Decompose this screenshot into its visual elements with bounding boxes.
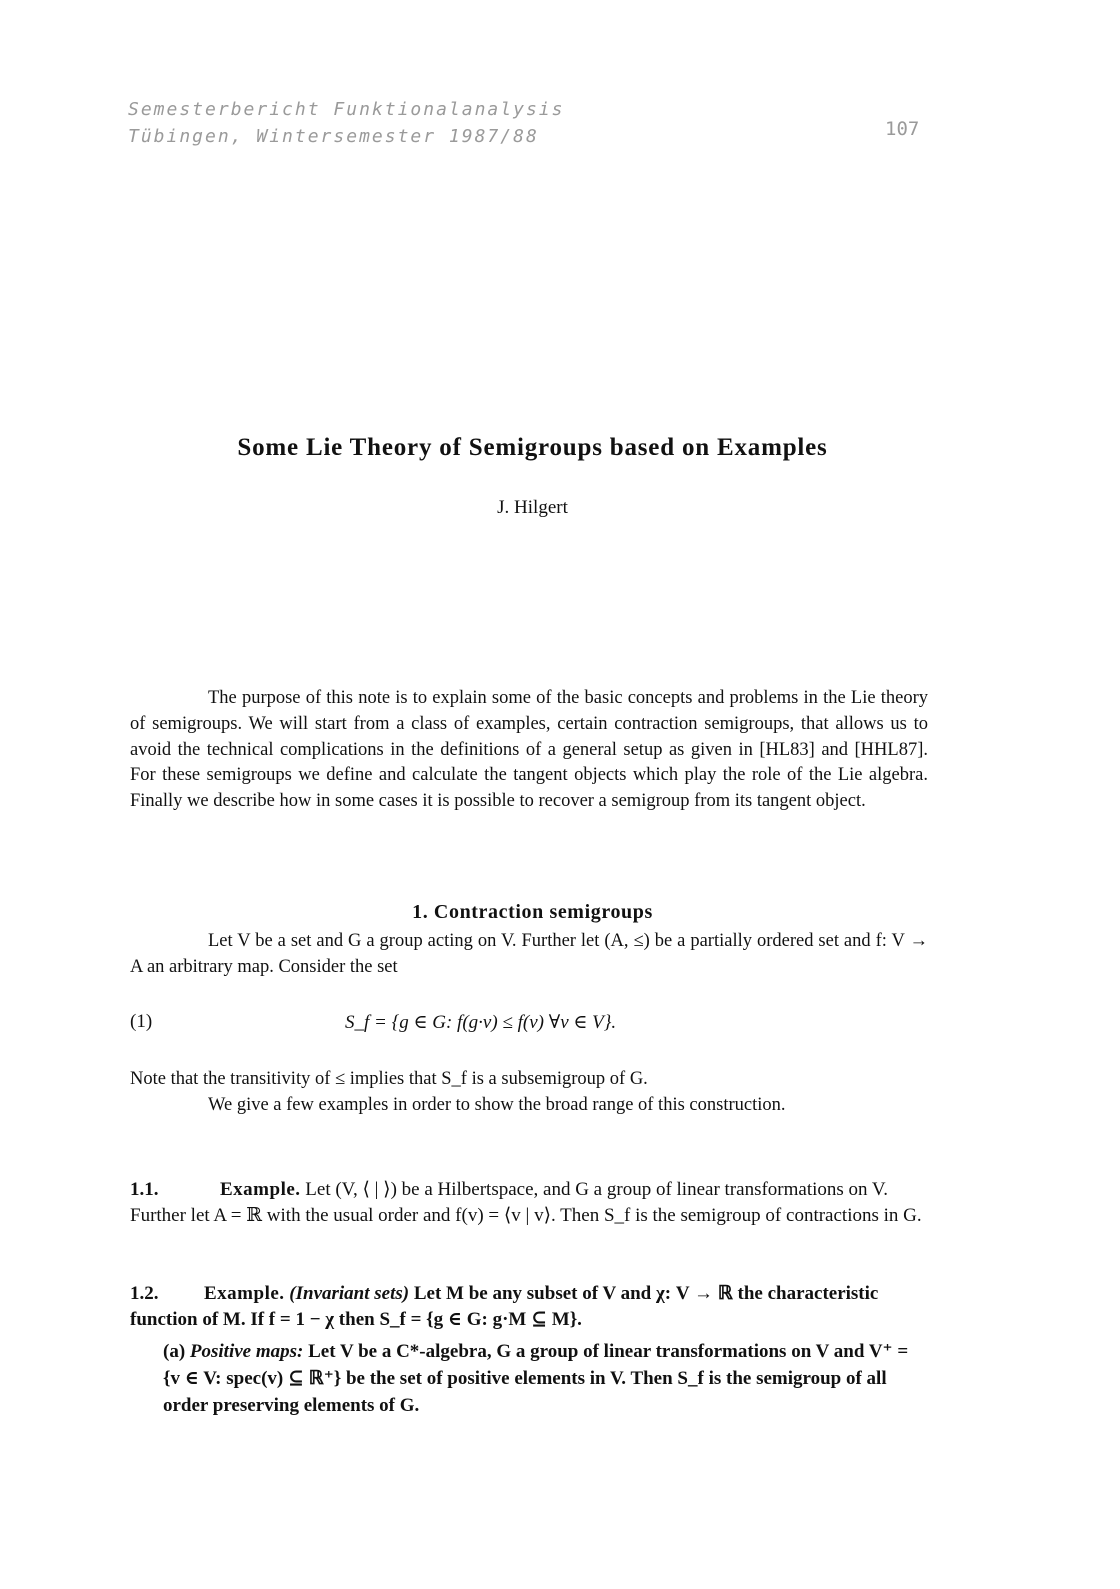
example-1-1-label: Example. bbox=[220, 1179, 301, 1200]
equation: S_f = {g ∈ G: f(g·v) ≤ f(v) ∀v ∈ V}. bbox=[345, 1012, 617, 1033]
page-number: 107 bbox=[885, 118, 920, 140]
abstract-paragraph bbox=[130, 686, 928, 815]
header-stamp-line-2: Tübingen, Wintersemester 1987/88 bbox=[128, 126, 539, 147]
item-a-title: Positive maps: bbox=[189, 1341, 304, 1362]
example-1-1 bbox=[130, 1177, 925, 1229]
header-stamp-line-1: Semesterbericht Funktionalanalysis bbox=[128, 99, 565, 120]
item-a-marker: (a) bbox=[163, 1341, 186, 1362]
example-1-1-number: 1.1. bbox=[130, 1179, 159, 1200]
example-1-2-label: Example. bbox=[204, 1283, 285, 1304]
section-heading: 1. Contraction semigroups bbox=[412, 901, 653, 923]
example-1-2-subtitle: (Invariant sets) bbox=[289, 1283, 410, 1304]
example-1-2-number: 1.2. bbox=[130, 1283, 159, 1304]
example-1-2 bbox=[130, 1281, 925, 1333]
example-1-2-text: Let M be any subset of V and χ: V → ℝ the characteristic function of M. If f = 1 − χ then S_f = {g ∈ G: g·M ⊆ M}. bbox=[130, 1283, 879, 1330]
examples-intro-text: We give a few examples in order to show the broad range of this construction. bbox=[208, 1094, 786, 1115]
author-name: J. Hilgert bbox=[497, 497, 568, 518]
example-1-2-item-a bbox=[163, 1338, 923, 1419]
equation-number: (1) bbox=[130, 1011, 153, 1032]
note-paragraph bbox=[130, 1067, 928, 1119]
section-intro-text: Let V be a set and G a group acting on V. Further let (A, ≤) be a partially ordered set and f: V → A an arbitrary map. Consider the set bbox=[130, 931, 928, 977]
paper-title: Some Lie Theory of Semigroups based on Examples bbox=[237, 434, 828, 461]
section-intro-paragraph bbox=[130, 929, 928, 981]
note-text: Note that the transitivity of ≤ implies that S_f is a subsemigroup of G. bbox=[130, 1069, 648, 1089]
example-1-1-text: Let (V, ⟨ | ⟩) be a Hilbertspace, and G a group of linear transformations on V. Further let A = ℝ with the usual order and f(v) = ⟨v | v⟩. Then S_f is the semigroup of contractions in G. bbox=[130, 1179, 922, 1226]
abstract-text: The purpose of this note is to explain some of the basic concepts and problems in the Lie theory of semigroups. We will start from a class of examples, certain contraction semigroups, that allows us to avoid the technical complications in the definitions of a general setup as given in [HL83] and [HHL87]. For these semigroups we define and calculate the tangent objects which play the role of the Lie algebra. Finally we describe how in some cases it is possible to recover a semigroup from its tangent object. bbox=[130, 688, 928, 812]
item-a-text: Let V be a C*-algebra, G a group of linear transformations on V and V⁺ = {v ∈ V: spec(v) ⊆ ℝ⁺} be the set of positive elements in V. Then S_f is the semigroup of all order preserving elements of G. bbox=[163, 1341, 909, 1416]
header-stamp bbox=[128, 96, 564, 150]
